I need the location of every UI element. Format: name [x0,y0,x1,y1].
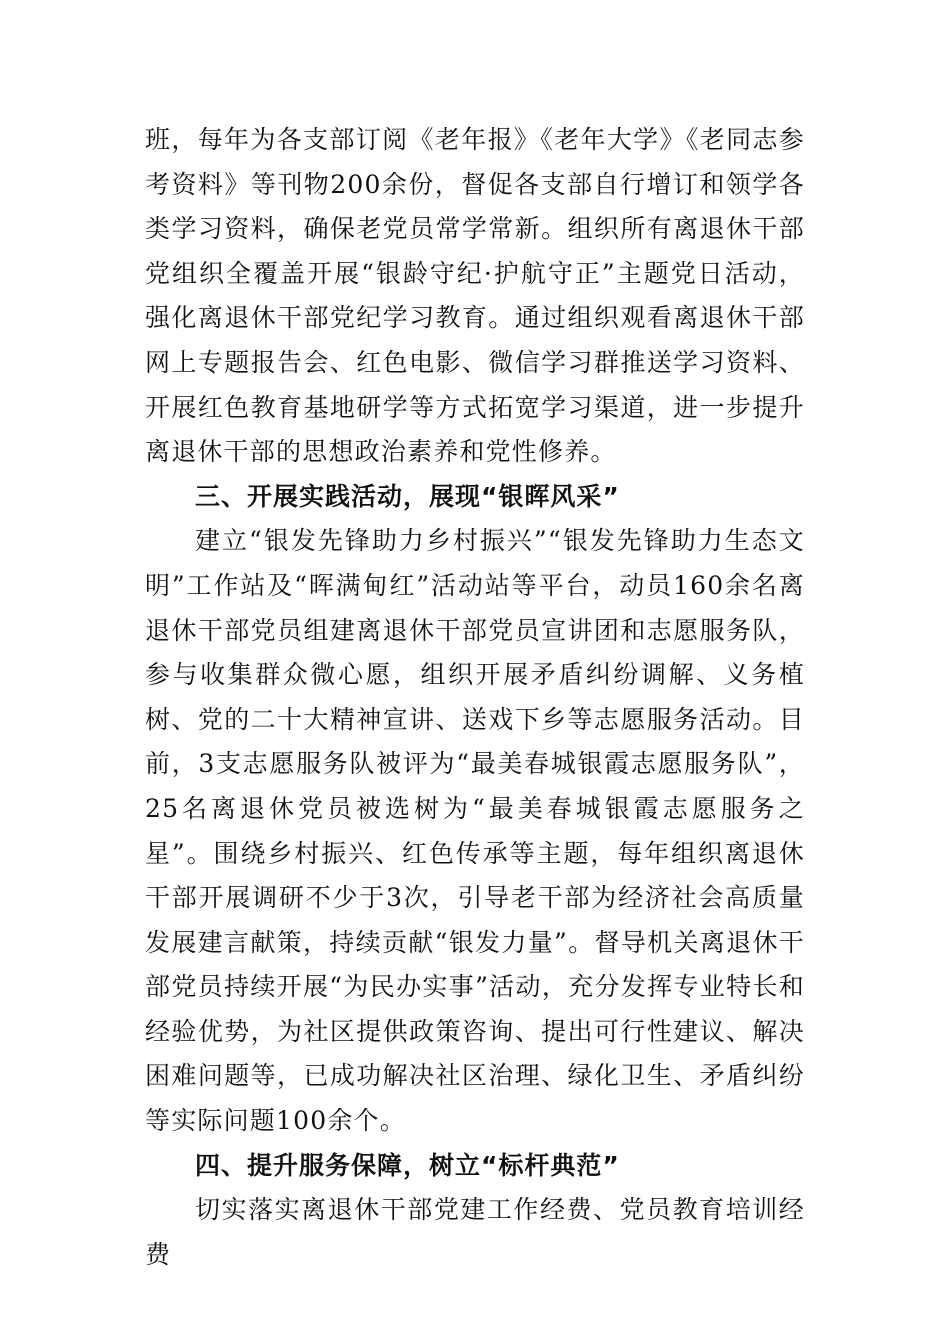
body-paragraph-study: 班，每年为各支部订阅《老年报》《老年大学》《老同志参考资料》等刊物200余份，督促各支部自行增订和领学各类学习资料，确保老党员常学常新。组织所有离退休干部党组织全覆盖开展“银龄守纪·护航守正”主题党日活动，强化离退休干部党纪学习教育。通过组织观看离退休干部网上专题报告会、红色电影、微信学习群推送学习资料、开展红色教育基地研学等方式拓宽学习渠道，进一步提升离退休干部的思想政治素养和党性修养。 [145,125,805,467]
section-heading-service: 四、提升服务保障，树立“标杆典范” [195,1150,620,1180]
section-heading-practice: 三、开展实践活动，展现“银晖风采” [195,481,620,511]
body-paragraph-service: 切实落实离退休干部党建工作经费、党员教育培训经费 [145,1195,805,1269]
body-paragraph-practice: 建立“银发先锋助力乡村振兴”“银发先锋助力生态文明”工作站及“晖满甸红”活动站等平台，动员160余名离退休干部党员组建离退休干部党员宣讲团和志愿服务队，参与收集群众微心愿，组织开展矛盾纠纷调解、义务植树、党的二十大精神宣讲、送戏下乡等志愿服务活动。目前，3支志愿服务队被评为“最美春城银霞志愿服务队”，25名离退休党员被选树为“最美春城银霞志愿服务之星”。围绕乡村振兴、红色传承等主题，每年组织离退休干部开展调研不少于3次，引导老干部为经济社会高质量发展建言献策，持续贡献“银发力量”。督导机关离退休干部党员持续开展“为民办实事”活动，充分发挥专业特长和经验优势，为社区提供政策咨询、提出可行性建议、解决困难问题等，已成功解决社区治理、绿化卫生、矛盾纠纷等实际问题100余个。 [145,526,805,1136]
document-page [145,118,805,1277]
